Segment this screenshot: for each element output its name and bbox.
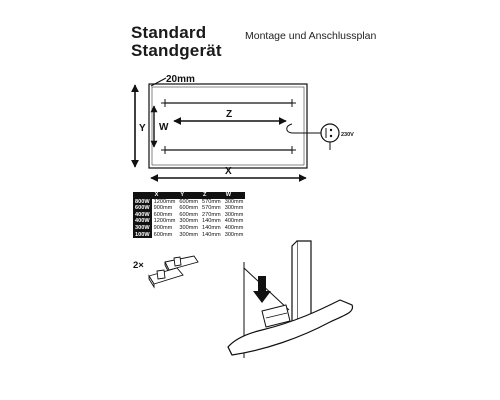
table-row [133,218,245,225]
table-cell: 570mm [202,205,221,212]
table-cell: 1200mm [153,218,176,225]
subtitle: Montage und Anschlussplan [245,30,377,42]
dimension-y-label: Y [139,123,146,134]
spec-header-cell: Z [200,192,223,199]
panel-bottom-edge [244,268,289,310]
table-row [133,199,245,206]
table-cell: 900mm [153,205,173,212]
spec-header-cell [133,192,152,199]
multiplier-label: 2× [133,260,144,271]
foot-part-front [149,268,183,287]
heater-panel-outline [149,84,307,168]
table-cell: 600mm [179,198,199,205]
table-cell: 300mm [224,211,244,218]
spec-table-header [133,192,245,199]
table-cell: 300mm [224,205,244,212]
table-row [133,212,245,219]
wattage-cell: 800W [135,198,150,205]
table-cell: 900mm [153,224,173,231]
wall-plug-icon [321,124,339,150]
table-cell: 270mm [202,211,221,218]
table-cell: 300mm [179,231,199,238]
table-cell: 1200mm [153,198,176,205]
table-cell: 140mm [202,231,221,238]
table-cell: 300mm [224,198,244,205]
table-row [133,225,245,232]
spec-table [133,192,245,238]
table-cell: 600mm [153,211,173,218]
corner-dimension-label: 20mm [166,74,195,85]
table-cell: 140mm [202,224,221,231]
spec-header-cell: W [223,192,246,199]
table-cell: 300mm [224,231,244,238]
table-cell: 600mm [179,211,199,218]
wattage-cell: 400W [135,211,150,218]
stand-foot [228,300,353,355]
table-row [133,205,245,212]
table-cell: 140mm [202,218,221,225]
dimension-z-label: Z [226,109,233,120]
title-line-1: Standard [131,23,207,42]
wattage-cell: 100W [135,231,150,238]
title-line-2: Standgerät [131,41,222,60]
dimension-w-label: W [159,122,169,133]
stand-post [297,241,311,324]
spec-header-cell: Y [177,192,200,199]
table-row [133,232,245,239]
table-cell: 570mm [202,198,221,205]
table-cell: 300mm [179,218,199,225]
table-cell: 400mm [224,224,244,231]
table-cell: 600mm [179,205,199,212]
wattage-cell: 300W [135,224,150,231]
power-cable [287,124,323,133]
wattage-cell: 600W [135,205,150,212]
wattage-cell: 400W [135,218,150,225]
dimension-x-label: X [225,166,232,177]
spec-header-cell: X [152,192,178,199]
table-cell: 400mm [224,218,244,225]
table-cell: 300mm [179,224,199,231]
table-cell: 600mm [153,231,173,238]
voltage-label: 230V [341,132,354,138]
corner-dimension-arrow [151,78,166,86]
assembly-arrow [253,276,271,303]
heater-panel-inner [152,87,304,165]
